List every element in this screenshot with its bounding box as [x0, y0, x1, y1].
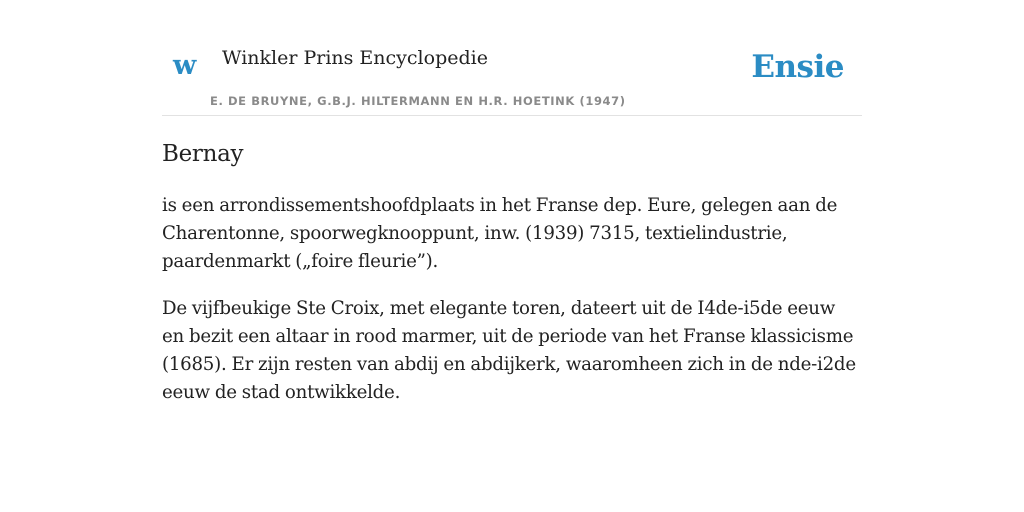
- source-title[interactable]: Winkler Prins Encyclopedie: [222, 47, 488, 69]
- entry-paragraph: De vijfbeukige Ste Croix, met elegante toren, dateert uit de I4de-i5de eeuw en bezit een altaar in rood marmer, uit de periode van het Franse klassicisme (1685). Er zijn resten van abdij en abdijkerk, waaromheen zich in de nde-i2de eeuw de stad ontwikkelde.: [162, 297, 856, 403]
- source-authors: E. DE BRUYNE, G.B.J. HILTERMANN EN H.R. HOETINK (1947): [210, 94, 626, 108]
- entry-title: Bernay: [162, 141, 244, 167]
- page: [162, 0, 862, 407]
- source-header: [162, 0, 862, 116]
- brand-logo-link[interactable]: Ensie: [751, 49, 844, 85]
- entry-body: [162, 192, 862, 407]
- source-logo-link[interactable]: w: [173, 50, 197, 81]
- entry-paragraph: is een arrondissementshoofdplaats in het Franse dep. Eure, gelegen aan de Charentonne, spoorwegknooppunt, inw. (1939) 7315, textielindustrie, paardenmarkt („foire fleurie”).: [162, 194, 838, 272]
